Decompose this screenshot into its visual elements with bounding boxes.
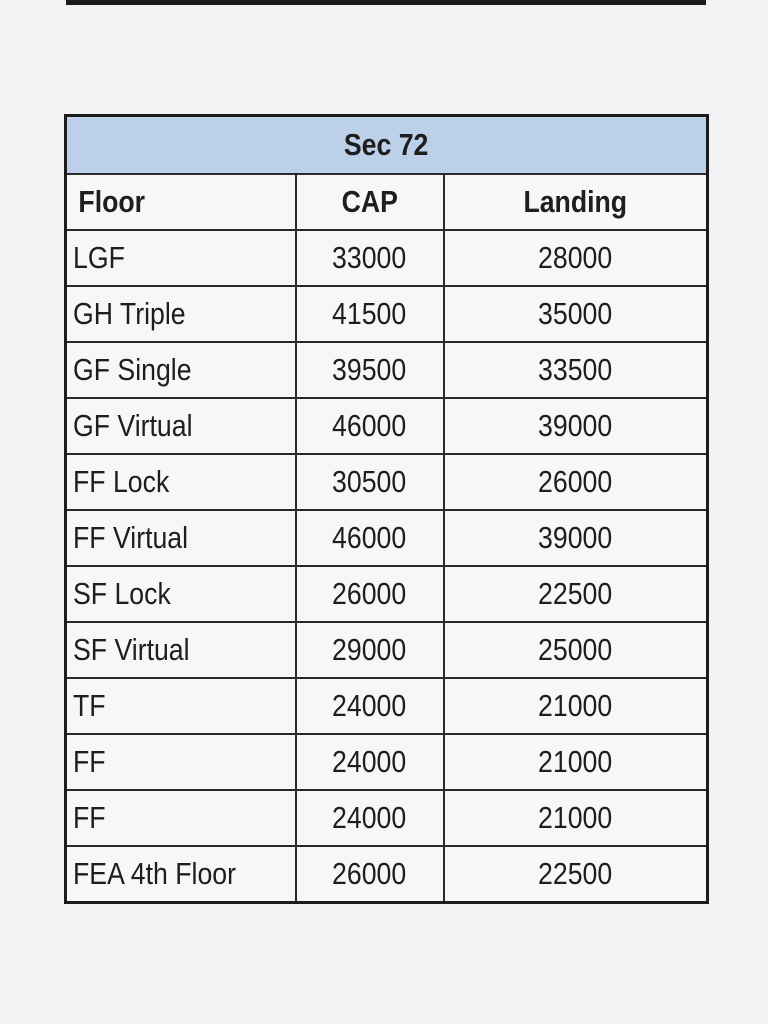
table-row: [66, 398, 708, 454]
landing-cell: 39000: [444, 398, 708, 454]
table-row: [66, 230, 708, 286]
floor-cell: TF: [66, 678, 296, 734]
landing-cell: 21000: [444, 734, 708, 790]
previous-table-bottom-border: [66, 0, 706, 5]
table-body: [66, 230, 708, 903]
floor-cell: FF Lock: [66, 454, 296, 510]
price-table: [64, 114, 709, 904]
table-row: [66, 454, 708, 510]
landing-cell: 21000: [444, 678, 708, 734]
table-row: [66, 734, 708, 790]
floor-cell: LGF: [66, 230, 296, 286]
table-row: [66, 342, 708, 398]
cap-cell: 26000: [296, 846, 444, 903]
cap-cell: 26000: [296, 566, 444, 622]
table-row: [66, 566, 708, 622]
floor-cell: FEA 4th Floor: [66, 846, 296, 903]
landing-cell: 21000: [444, 790, 708, 846]
cap-cell: 29000: [296, 622, 444, 678]
floor-cell: GH Triple: [66, 286, 296, 342]
cap-cell: 39500: [296, 342, 444, 398]
table-title: Sec 72: [66, 116, 708, 175]
cap-cell: 33000: [296, 230, 444, 286]
floor-cell: SF Lock: [66, 566, 296, 622]
table-header-row: [66, 174, 708, 230]
landing-cell: 28000: [444, 230, 708, 286]
landing-cell: 33500: [444, 342, 708, 398]
landing-cell: 25000: [444, 622, 708, 678]
column-header-cap: CAP: [296, 174, 444, 230]
floor-cell: FF: [66, 790, 296, 846]
landing-cell: 39000: [444, 510, 708, 566]
column-header-landing: Landing: [444, 174, 708, 230]
table-row: [66, 790, 708, 846]
cap-cell: 46000: [296, 398, 444, 454]
cap-cell: 30500: [296, 454, 444, 510]
table-row: [66, 678, 708, 734]
cap-cell: 46000: [296, 510, 444, 566]
cap-cell: 24000: [296, 678, 444, 734]
floor-cell: GF Virtual: [66, 398, 296, 454]
table-row: [66, 286, 708, 342]
table-row: [66, 622, 708, 678]
landing-cell: 22500: [444, 566, 708, 622]
floor-cell: GF Single: [66, 342, 296, 398]
table-row: [66, 510, 708, 566]
cap-cell: 41500: [296, 286, 444, 342]
floor-cell: SF Virtual: [66, 622, 296, 678]
landing-cell: 22500: [444, 846, 708, 903]
table-row: [66, 846, 708, 903]
cap-cell: 24000: [296, 790, 444, 846]
table-title-row: [66, 116, 708, 175]
cap-cell: 24000: [296, 734, 444, 790]
landing-cell: 26000: [444, 454, 708, 510]
column-header-floor: Floor: [66, 174, 296, 230]
floor-cell: FF: [66, 734, 296, 790]
floor-cell: FF Virtual: [66, 510, 296, 566]
landing-cell: 35000: [444, 286, 708, 342]
